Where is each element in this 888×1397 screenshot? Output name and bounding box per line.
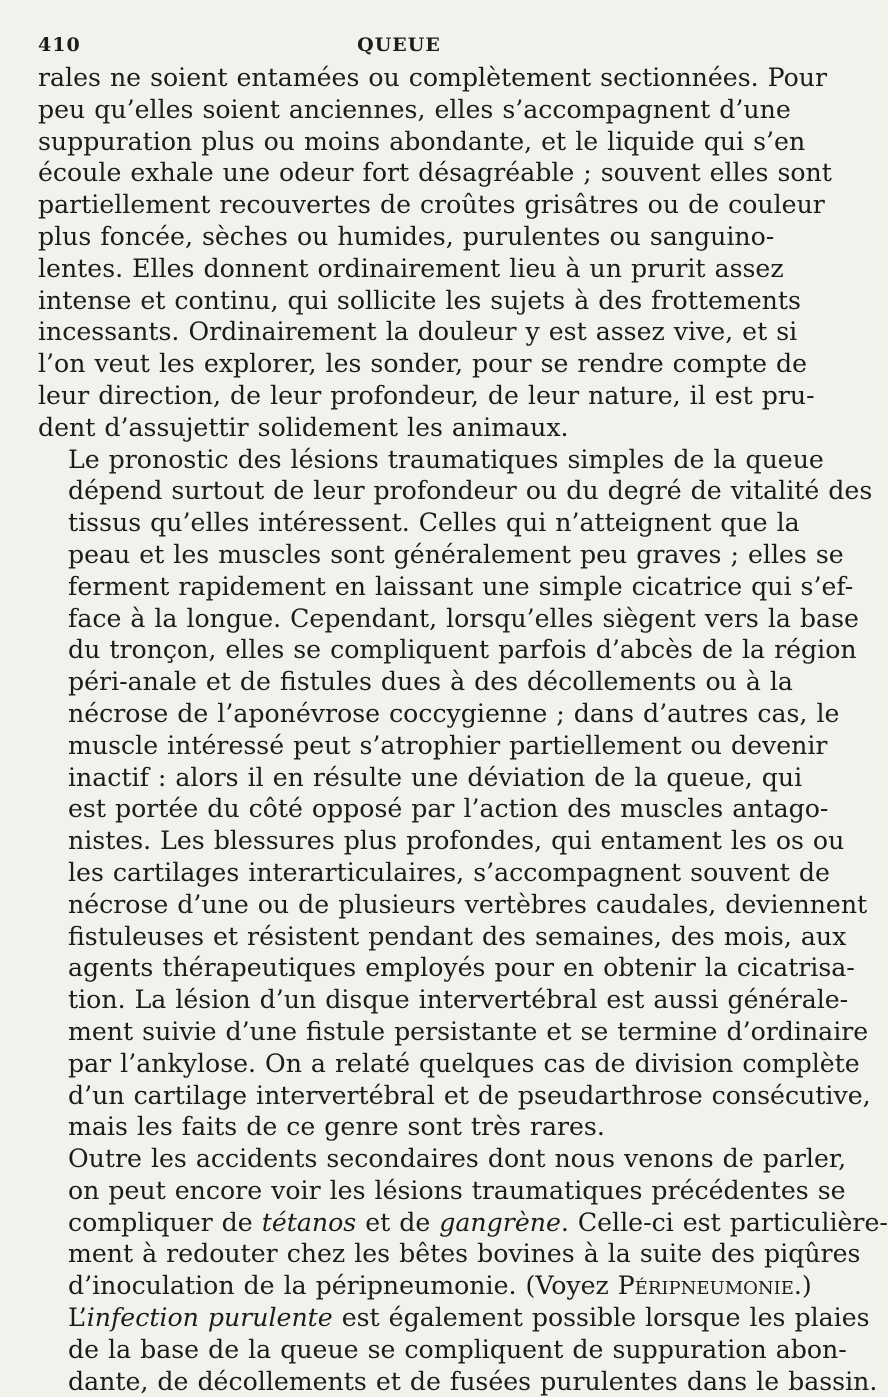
text-run: dante, de décollements et de fusées purulentes dans le bassin. xyxy=(68,1366,878,1396)
paragraph-2 xyxy=(38,444,873,1144)
text-line: l’on veut les explorer, les sonder, pour se rendre compte de xyxy=(38,349,808,379)
text-line: ferment rapidement en laissant une simple cicatrice qui s’ef- xyxy=(68,571,854,601)
text-line: péri-anale et de fistules dues à des décollements ou à la xyxy=(68,667,793,697)
cross-reference: Péripneumonie xyxy=(617,1271,794,1301)
text-line: incessants. Ordinairement la douleur y est assez vive, et si xyxy=(38,317,798,347)
text-run: . Celle-ci est particulière- xyxy=(560,1207,888,1237)
italic-term: gangrène xyxy=(439,1207,561,1237)
text-line: Le pronostic des lésions traumatiques simples de la queue xyxy=(68,444,824,474)
text-line: ment suivie d’une fistule persistante et se termine d’ordinaire xyxy=(68,1016,869,1046)
text-line: muscle intéressé peut s’atrophier partiellement ou devenir xyxy=(68,730,828,760)
text-line: les cartilages interarticulaires, s’accompagnent souvent de xyxy=(68,857,830,887)
text-run: ment à redouter chez les bêtes bovines à la suite des piqûres xyxy=(68,1239,861,1269)
text-line: écoule exhale une odeur fort désagréable ; souvent elles sont xyxy=(38,158,832,188)
page-header xyxy=(38,28,760,62)
text-line: d’un cartilage intervertébral et de pseudarthrose consécutive, xyxy=(68,1080,871,1110)
text-run: on peut encore voir les lésions traumatiques précédentes se xyxy=(68,1175,846,1205)
page-number: 410 xyxy=(38,34,81,56)
text-line: nistes. Les blessures plus profondes, qui entament les os ou xyxy=(68,826,845,856)
body-text xyxy=(38,62,888,1397)
italic-term: infection purulente xyxy=(86,1303,333,1333)
text-line: tion. La lésion d’un disque intervertébral est aussi générale- xyxy=(68,985,849,1015)
text-line: agents thérapeutiques employés pour en obtenir la cicatrisa- xyxy=(68,953,855,983)
text-run: compliquer de xyxy=(68,1207,262,1237)
text-line: est portée du côté opposé par l’action des muscles antago- xyxy=(68,794,829,824)
text-line: plus foncée, sèches ou humides, purulentes ou sanguino- xyxy=(38,221,775,251)
text-line: nécrose de l’aponévrose coccygienne ; dans d’autres cas, le xyxy=(68,698,840,728)
paragraph-3 xyxy=(38,1143,888,1397)
text-line xyxy=(38,1175,846,1207)
text-line: rales ne soient entamées ou complètement sectionnées. Pour xyxy=(38,63,828,92)
text-run: Outre les accidents secondaires dont nous venons de parler, xyxy=(68,1144,847,1174)
text-line: nécrose d’une ou de plusieurs vertèbres caudales, deviennent xyxy=(68,889,868,919)
text-line: leur direction, de leur profondeur, de leur nature, il est pru- xyxy=(38,380,815,410)
text-line: fistuleuses et résistent pendant des semaines, des mois, aux xyxy=(68,921,847,951)
text-line: dent d’assujettir solidement les animaux. xyxy=(38,412,569,442)
text-line: tissus qu’elles intéressent. Celles qui n’atteignent que la xyxy=(68,508,800,538)
text-line: face à la longue. Cependant, lorsqu’elles siègent vers la base xyxy=(68,603,859,633)
text-line xyxy=(38,1143,847,1175)
running-title: QUEUE xyxy=(357,34,441,56)
text-line xyxy=(38,1366,878,1397)
text-line: par l’ankylose. On a relaté quelques cas de division complète xyxy=(68,1048,860,1078)
text-line xyxy=(38,1302,870,1334)
text-line xyxy=(38,1270,812,1302)
text-run: est également possible lorsque les plaies xyxy=(332,1303,870,1333)
text-line: partiellement recouvertes de croûtes grisâtres ou de couleur xyxy=(38,190,825,220)
text-run: L’ xyxy=(68,1303,87,1333)
text-run: .) xyxy=(793,1271,812,1301)
text-run: de la base de la queue se compliquent de suppuration abon- xyxy=(68,1334,847,1364)
text-line xyxy=(38,1334,847,1366)
text-line: inactif : alors il en résulte une déviation de la queue, qui xyxy=(68,762,803,792)
text-run: d’inoculation de la péripneumonie. (Voyez xyxy=(68,1271,618,1301)
text-line xyxy=(38,1207,888,1239)
text-line xyxy=(38,1238,861,1270)
text-line: peu qu’elles soient anciennes, elles s’accompagnent d’une xyxy=(38,94,791,124)
text-line: peau et les muscles sont généralement peu graves ; elles se xyxy=(68,539,844,569)
text-run: et de xyxy=(356,1207,440,1237)
text-line: intense et continu, qui sollicite les sujets à des frottements xyxy=(38,285,801,315)
text-line: dépend surtout de leur profondeur ou du degré de vitalité des xyxy=(68,476,873,506)
text-line: lentes. Elles donnent ordinairement lieu à un prurit assez xyxy=(38,253,784,283)
paragraph-1 xyxy=(38,62,832,444)
text-line: mais les faits de ce genre sont très rares. xyxy=(68,1112,605,1142)
text-line: suppuration plus ou moins abondante, et le liquide qui s’en xyxy=(38,126,806,156)
text-line: du tronçon, elles se compliquent parfois d’abcès de la région xyxy=(68,635,857,665)
italic-term: tétanos xyxy=(261,1207,357,1237)
